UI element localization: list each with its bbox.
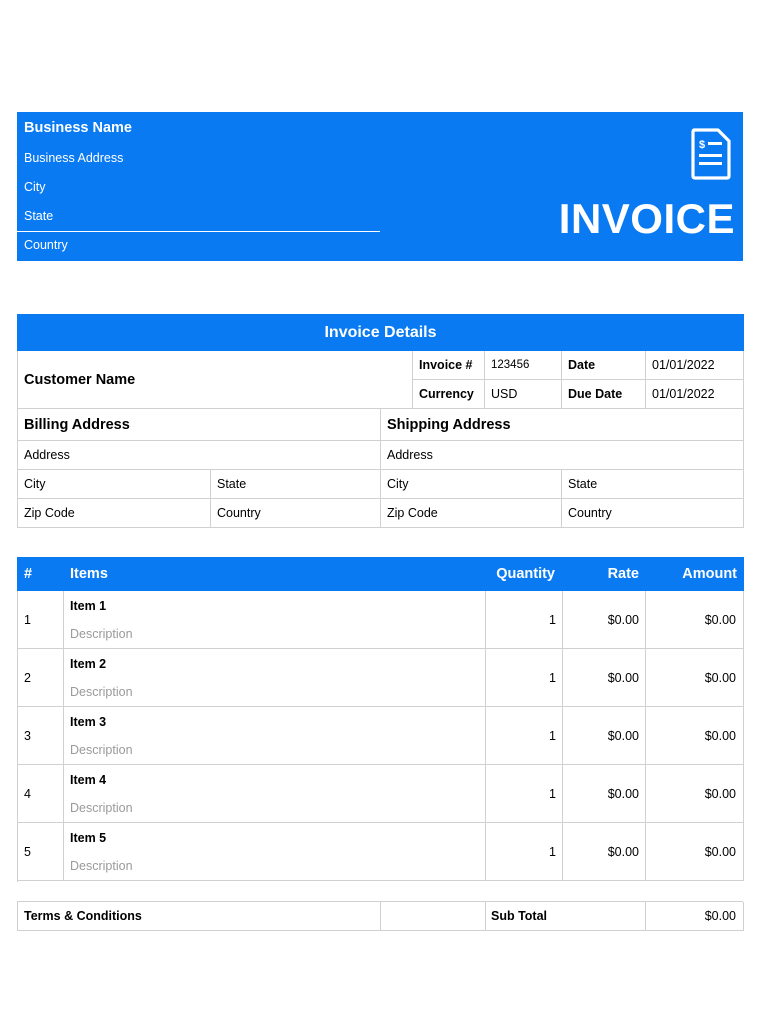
item-name[interactable]: Item 5 <box>70 831 107 845</box>
currency-value[interactable]: USD <box>485 380 562 409</box>
date-value[interactable]: 01/01/2022 <box>646 351 744 380</box>
table-row[interactable] <box>18 765 744 823</box>
totals-row <box>17 901 743 931</box>
item-amount: $0.00 <box>646 591 744 649</box>
table-row[interactable] <box>18 649 744 707</box>
items-table-header <box>17 557 744 591</box>
item-quantity[interactable]: 1 <box>486 591 563 649</box>
items-table <box>17 557 743 882</box>
billing-state[interactable]: State <box>211 470 381 499</box>
table-row[interactable] <box>18 707 744 765</box>
col-number-header: # <box>24 566 33 582</box>
item-name[interactable]: Item 1 <box>70 599 107 613</box>
invoice-details-table <box>17 314 743 528</box>
item-cell[interactable] <box>64 823 486 881</box>
item-quantity[interactable]: 1 <box>486 765 563 823</box>
business-city[interactable]: City <box>24 180 46 194</box>
due-date-label: Due Date <box>562 380 646 409</box>
invoice-document-icon <box>690 128 732 180</box>
row-number: 5 <box>18 823 64 881</box>
terms-conditions-label[interactable]: Terms & Conditions <box>18 902 381 931</box>
business-name[interactable]: Business Name <box>24 120 132 136</box>
item-amount: $0.00 <box>646 823 744 881</box>
shipping-city[interactable]: City <box>381 470 562 499</box>
table-row[interactable] <box>18 823 744 881</box>
business-country[interactable]: Country <box>24 238 68 252</box>
shipping-zip[interactable]: Zip Code <box>381 499 562 528</box>
customer-name[interactable]: Customer Name <box>18 351 413 409</box>
item-rate[interactable]: $0.00 <box>563 707 646 765</box>
terms-blank-cell <box>381 902 486 931</box>
item-rate[interactable]: $0.00 <box>563 591 646 649</box>
invoice-header <box>17 112 743 261</box>
row-number: 3 <box>18 707 64 765</box>
row-number: 4 <box>18 765 64 823</box>
col-rate-header: Rate <box>607 566 639 582</box>
shipping-state[interactable]: State <box>562 470 744 499</box>
invoice-number-value[interactable]: 123456 <box>485 351 562 380</box>
item-description[interactable]: Description <box>70 685 133 699</box>
header-divider <box>17 231 380 232</box>
billing-address[interactable]: Address <box>18 441 381 470</box>
billing-address-title: Billing Address <box>18 409 381 441</box>
item-description[interactable]: Description <box>70 743 133 757</box>
item-rate[interactable]: $0.00 <box>563 649 646 707</box>
business-address[interactable]: Business Address <box>24 151 124 165</box>
shipping-address-title: Shipping Address <box>381 409 744 441</box>
invoice-details-title: Invoice Details <box>17 314 744 351</box>
currency-label: Currency <box>413 380 485 409</box>
subtotal-label: Sub Total <box>486 902 646 931</box>
billing-zip[interactable]: Zip Code <box>18 499 211 528</box>
item-amount: $0.00 <box>646 765 744 823</box>
shipping-address[interactable]: Address <box>381 441 744 470</box>
row-number: 1 <box>18 591 64 649</box>
item-amount: $0.00 <box>646 707 744 765</box>
date-label: Date <box>562 351 646 380</box>
item-description[interactable]: Description <box>70 859 133 873</box>
col-amount-header: Amount <box>682 566 737 582</box>
row-number: 2 <box>18 649 64 707</box>
item-quantity[interactable]: 1 <box>486 823 563 881</box>
item-description[interactable]: Description <box>70 801 133 815</box>
item-quantity[interactable]: 1 <box>486 707 563 765</box>
subtotal-value: $0.00 <box>646 902 744 931</box>
item-quantity[interactable]: 1 <box>486 649 563 707</box>
svg-text:$: $ <box>699 139 706 151</box>
shipping-country[interactable]: Country <box>562 499 744 528</box>
item-rate[interactable]: $0.00 <box>563 765 646 823</box>
item-cell[interactable] <box>64 707 486 765</box>
item-cell[interactable] <box>64 591 486 649</box>
item-cell[interactable] <box>64 649 486 707</box>
item-rate[interactable]: $0.00 <box>563 823 646 881</box>
item-name[interactable]: Item 3 <box>70 715 107 729</box>
invoice-number-label: Invoice # <box>413 351 485 380</box>
item-name[interactable]: Item 4 <box>70 773 107 787</box>
col-quantity-header: Quantity <box>496 566 555 582</box>
invoice-title: INVOICE <box>558 195 735 242</box>
business-state[interactable]: State <box>24 209 54 223</box>
item-name[interactable]: Item 2 <box>70 657 107 671</box>
billing-country[interactable]: Country <box>211 499 381 528</box>
billing-city[interactable]: City <box>18 470 211 499</box>
item-description[interactable]: Description <box>70 627 133 641</box>
due-date-value[interactable]: 01/01/2022 <box>646 380 744 409</box>
item-cell[interactable] <box>64 765 486 823</box>
table-row[interactable] <box>18 591 744 649</box>
col-items-header: Items <box>70 566 108 582</box>
item-amount: $0.00 <box>646 649 744 707</box>
